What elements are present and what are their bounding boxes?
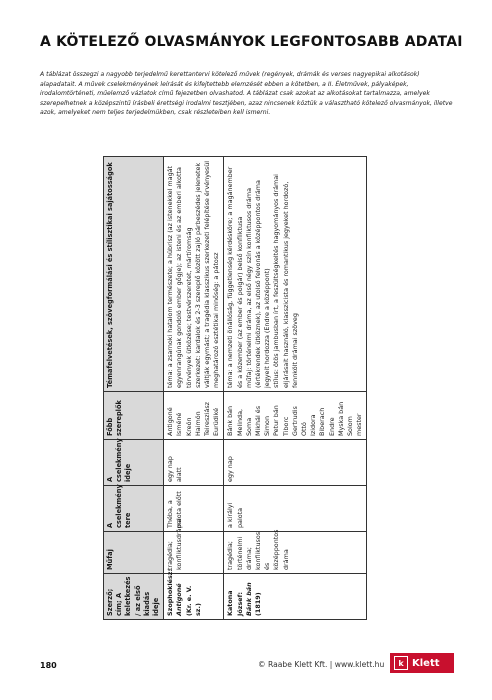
header-themes: Témafelvetések, szövegformálási és stílisztikai sajátosságok bbox=[104, 157, 164, 392]
klett-mark-icon: k bbox=[394, 656, 408, 670]
work-title: Antigoné bbox=[175, 583, 184, 616]
page-number: 180 bbox=[40, 661, 57, 670]
header-genre: Műfaj bbox=[104, 532, 164, 574]
work-date: (Kr. e. V. sz.) bbox=[184, 585, 202, 616]
header-author-work: Szerző; cím; A keletkezés / az első kiadás ideje bbox=[104, 574, 164, 620]
characters-cell: Bánk bán Melinda, Soma Mikhál és Simon Petur bán Tiborc Gertrudis Ottó Izidora Biberach Endre Myska bán Solom mester bbox=[224, 392, 367, 440]
rotated-table-wrapper bbox=[103, 157, 451, 620]
header-time: A cselekmény ideje bbox=[104, 440, 164, 486]
author-name: Katona József: bbox=[226, 590, 244, 616]
reading-list-table bbox=[103, 156, 367, 620]
themes-cell: téma: a zsarnoki hatalom természete; a hübrisz (az istenekkel magát egyenrangúnak gondoló ember gőgje); az isteni és az emberi alkotta törvények ütközése; testvérszeretet, mártíromság szerkezet: kardalok és 2-3 szereplő között zajló párbeszédes jelenetek váltják egymást; a tragédia klasszikus szerkezeti felépítése érvényesül meghatározó esztétikai minőség: a pátosz bbox=[164, 157, 224, 392]
copyright-link[interactable]: © Raabe Klett Kft. | www.klett.hu bbox=[258, 660, 385, 669]
characters-cell: Antigoné Isméné Kreón Haimón Teiresziász Eurüdiké bbox=[164, 392, 224, 440]
themes-cell: téma: a nemzeti önállóság, függetlenség kérdésköre; a magánember és a közember (az ember és polgár) belső konfliktusa műfaj: történelmi dráma, az első négy szín konfliktusos dráma (értékrendek ütköznek), az utolsó felvonás a középpontos dráma jegyeit hordozza (Endre a középpont) stílus: ötös jambusban írt, a feszültségkeltés hagyományos drámai eljárásait használó, klasszicista és romantikus jegyeket hordozó, fennkölt drámai szöveg bbox=[224, 157, 367, 392]
header-characters: Főbb szereplők bbox=[104, 392, 164, 440]
time-cell: egy nap bbox=[224, 440, 367, 486]
page-title: A KÖTELEZŐ OLVASMÁNYOK LEGFONTOSABB ADATAI bbox=[40, 34, 463, 50]
genre-cell: tragédia; történelmi dráma; konfliktusos és középpontos dráma bbox=[224, 532, 367, 574]
klett-logo-text: Klett bbox=[412, 657, 440, 669]
table-row bbox=[164, 157, 224, 620]
setting-cell: a királyi palota bbox=[224, 486, 367, 532]
time-cell: egy nap alatt bbox=[164, 440, 224, 486]
author-work-cell bbox=[164, 568, 224, 620]
header-setting: A cselekmény tere bbox=[104, 486, 164, 532]
work-title: Bánk bán bbox=[244, 582, 253, 616]
author-name: Szophoklész: bbox=[166, 568, 175, 616]
author-work-cell bbox=[224, 574, 367, 620]
work-date: (1819) bbox=[254, 592, 263, 616]
table-header-row bbox=[104, 157, 164, 620]
table-row bbox=[224, 157, 367, 620]
setting-cell: Théba, a palota előtt bbox=[164, 486, 224, 532]
klett-logo bbox=[390, 653, 454, 673]
intro-paragraph: A táblázat összegzi a nagyobb terjedelmű kerettantervi kötelező művek (regények, drámák és verses nagyepikai alkotások) alapadatait. A művek cselekményének leírását és kifejtettebb elemzését ebben a kötetben, a II. Életművek, pályaképek, irodalomtörténeti, műelemző vázlatok című fejezetben olvashatod. A táblázat csak azokat az alkotásokat tartalmazza, amelyek szerepelhetnek a középszintű írásbeli érettségi irodalmi tesztjében, azaz nincsenek köztük a választható kötelező olvasmányok, illetve azok, amelyeket nem teljes terjedelmükben, csak részleteiben kell ismerni. bbox=[40, 71, 453, 117]
genre-cell: tragédia; konfliktusdráma bbox=[164, 532, 224, 574]
